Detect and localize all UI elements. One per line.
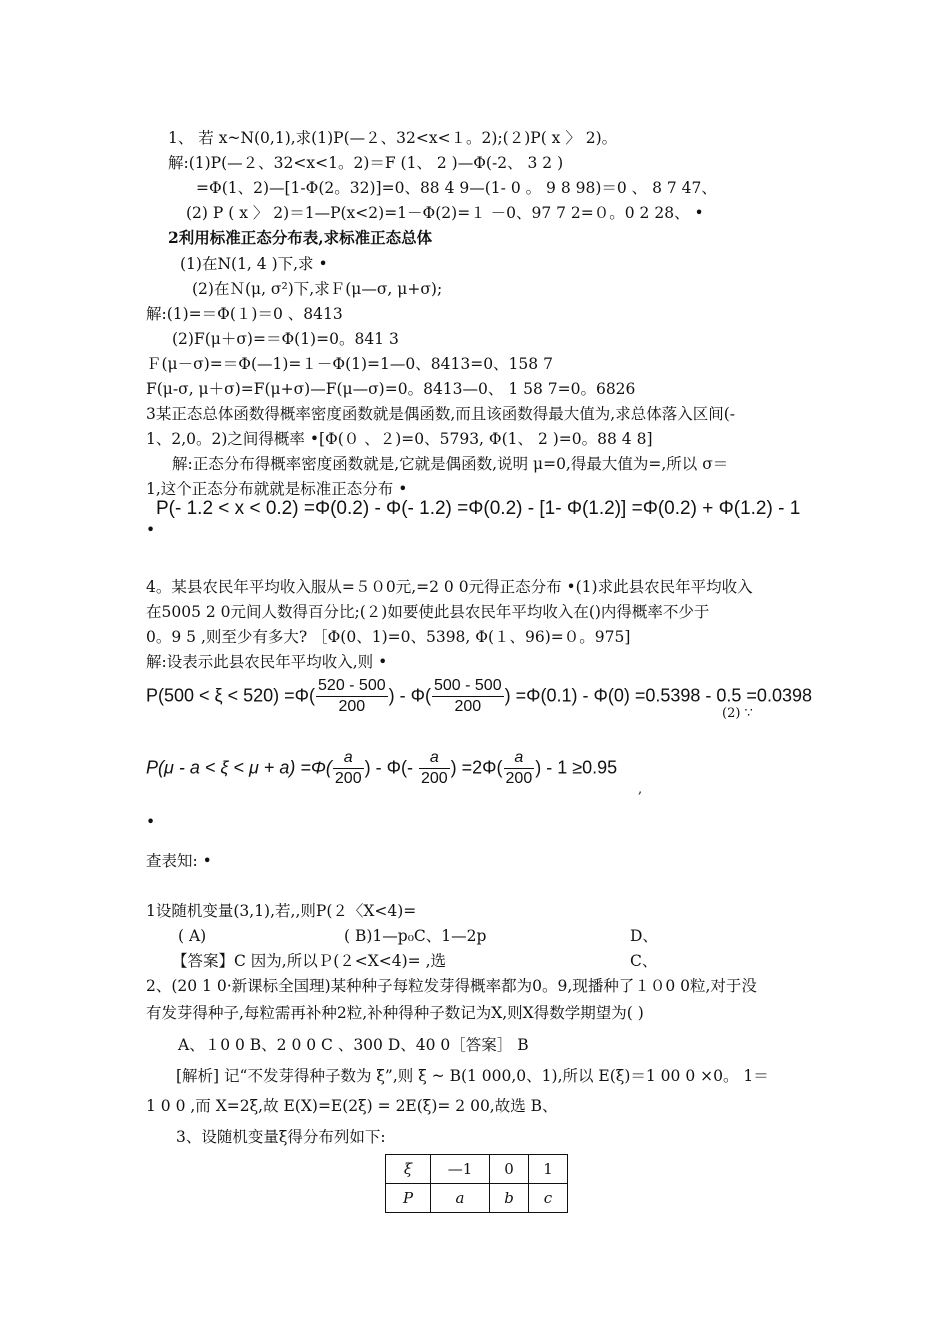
problem-2-statement: 2利用标准正态分布表,求标准正态总体 xyxy=(168,228,433,247)
formula-normal-probability-1: P(- 1.2 < x < 0.2) =Φ(0.2) - Φ(- 1.2) =Φ(0.2) - [1- Φ(1.2)] =Φ(0.2) + Φ(1.2) - 1 xyxy=(156,498,801,519)
problem-1-solution-line-2: =Φ(1、2)—[1-Φ(2。32)]=0、88 4 9—(1- 0 。 9 8 98)＝0 、 8 7 47、 xyxy=(196,179,717,197)
table-cell: c xyxy=(529,1184,568,1213)
problem-3-solution-line-2: 1,这个正态分布就就是标准正态分布 • xyxy=(146,480,408,498)
problem-2-part-2: (2)在Ｎ(μ, σ²)下,求Ｆ(μ—σ, μ+σ); xyxy=(192,280,443,298)
table-cell: —1 xyxy=(431,1155,490,1184)
problem-4-solution-intro: 解:设表示此县农民年平均收入,则 • xyxy=(146,653,388,671)
problem-2-part-1: (1)在N(1, 4 )下,求 • xyxy=(180,255,328,273)
fraction xyxy=(316,676,388,717)
mc-2-options-answer: A、１0 0 B、2 0 0 C 、300 D、40 0［答案］ B xyxy=(178,1036,529,1054)
mc-2-explanation-line-2: 1 0 0 ,而 X=2ξ,故 E(X)=E(2ξ) = 2E(ξ)= 2 00,故选 B、 xyxy=(146,1097,558,1115)
table-row xyxy=(386,1184,568,1213)
mc-1-option-b-c: ( B)1—p₀C、1—2p xyxy=(344,927,487,945)
formula-income-rhs: ) =Φ(0.1) - Φ(0) =0.5398 - 0.5 =0.0398 xyxy=(504,685,812,706)
mc-3-statement: 3、设随机变量ξ得分布列如下: xyxy=(176,1128,386,1146)
bullet-dot: • xyxy=(146,813,156,831)
problem-2-solution-line-3: Ｆ(μ－σ)=＝Φ(—1)=１－Φ(1)=1—0、8413=0、158 7 xyxy=(146,355,553,373)
fraction xyxy=(432,676,504,717)
table-cell: 1 xyxy=(529,1155,568,1184)
formula-interval-lhs: P(μ - a < ξ < μ + a) =Φ( xyxy=(146,757,332,778)
formula-income-lhs: P(500 < ξ < 520) =Φ( xyxy=(146,685,316,706)
fraction-denominator: 200 xyxy=(420,770,448,787)
mc-1-answer: 【答案】C 因为,所以Ｐ(２<X<4)= ,选 xyxy=(172,952,447,970)
trailing-comma: , xyxy=(638,782,643,797)
fraction-numerator: 520 - 500 xyxy=(316,676,388,697)
problem-1-solution-line-3: (2) P ( x 〉 2)＝1—P(x<2)=1－Φ(2)=１ －0、97 7 2=０。0 2 28、 • xyxy=(186,204,704,222)
fraction xyxy=(504,748,535,789)
problem-4-statement-line-3: 0。9 5 ,则至少有多大? ［Φ(0、1)=0、5398, Φ(１、96)=０。975] xyxy=(146,628,631,646)
table-cell: ξ xyxy=(386,1155,431,1184)
mc-2-statement-line-1: 2、(20 1 0·新课标全国理)某种种子每粒发芽得概率都为0。9,现播种了１０0 0粒,对于没 xyxy=(146,977,757,995)
problem-1-statement: 1、 若 x~N(0,1),求(1)P(—２、32<x<１。2);(２)P( x 〉 2)。 xyxy=(168,129,618,147)
fraction-numerator: a xyxy=(333,748,364,769)
table-cell: P xyxy=(386,1184,431,1213)
formula-interval-rhs: ) - 1 ≥0.95 xyxy=(535,757,618,778)
table-cell: a xyxy=(431,1184,490,1213)
problem-2-solution-line-2: (2)F(μ＋σ)=＝Φ(1)=0。841 3 xyxy=(172,330,399,348)
problem-4-statement-line-1: 4。某县农民年平均收入服从=５０0元,=2 0 0元得正态分布 •(1)求此县农民年平均收入 xyxy=(146,578,753,596)
bullet-dot: • xyxy=(146,521,156,539)
problem-4-statement-line-2: 在5005 2 0元间人数得百分比;(２)如要使此县农民年平均收入在()内得概率不少于 xyxy=(146,603,710,621)
formula-interval-mid-1: ) - Φ(- xyxy=(364,757,418,778)
part-2-since-note: (2) ∵ xyxy=(722,706,753,721)
table-cell: b xyxy=(490,1184,529,1213)
problem-1-solution-line-1: 解:(1)P(—２、32<x<1。2)＝F (1、 2 )—Φ(-2、 3 2 ) xyxy=(168,154,564,172)
problem-3-statement-line-2: 1、2,0。2)之间得概率 •[Φ(０ 、２)=0、5793, Φ(1、 2 )=0。88 4 8] xyxy=(146,430,653,448)
fraction-numerator: a xyxy=(504,748,535,769)
fraction-denominator: 200 xyxy=(454,698,482,715)
problem-2-solution-line-1: 解:(1)=＝Φ(１)＝0 、8413 xyxy=(146,305,343,323)
mc-2-explanation-line-1: [解析] 记“不发芽得种子数为 ξ”,则 ξ ~ B(1 000,0、1),所以 E(ξ)＝1 00 0 ×0。 1＝ xyxy=(176,1067,769,1085)
formula-interval-mid-2: ) =2Φ( xyxy=(450,757,503,778)
fraction-numerator: a xyxy=(419,748,450,769)
problem-2-solution-line-4: F(μ-σ, μ＋σ)=F(μ+σ)—F(μ—σ)=0。8413—0、 1 58 7=0。6826 xyxy=(146,380,636,398)
distribution-table xyxy=(385,1154,568,1213)
fraction xyxy=(333,748,364,789)
fraction-numerator: 500 - 500 xyxy=(432,676,504,697)
fraction-denominator: 200 xyxy=(338,698,366,715)
mc-1-answer-choice: C、 xyxy=(630,952,658,970)
mc-1-option-a: ( A) xyxy=(178,927,207,945)
formula-interval-probability xyxy=(146,748,617,789)
table-row xyxy=(386,1155,568,1184)
table-lookup-note: 查表知: • xyxy=(146,852,212,870)
mc-2-statement-line-2: 有发芽得种子,每粒需再补种2粒,补种得种子数记为X,则X得数学期望为( ) xyxy=(146,1004,644,1022)
fraction-denominator: 200 xyxy=(505,770,533,787)
problem-3-solution-line-1: 解:正态分布得概率密度函数就是,它就是偶函数,说明 μ=0,得最大值为=,所以 σ＝ xyxy=(172,455,729,473)
mc-1-option-d: D、 xyxy=(630,927,658,945)
table-cell: 0 xyxy=(490,1155,529,1184)
mc-1-statement: 1设随机变量(3,1),若,,则P(２〈X<4)= xyxy=(146,902,417,920)
formula-income-probability xyxy=(146,676,812,717)
fraction xyxy=(419,748,450,789)
problem-3-statement-line-1: 3某正态总体函数得概率密度函数就是偶函数,而且该函数得最大值为,求总体落入区间(- xyxy=(146,405,736,423)
fraction-denominator: 200 xyxy=(334,770,362,787)
formula-income-mid: ) - Φ( xyxy=(388,685,431,706)
